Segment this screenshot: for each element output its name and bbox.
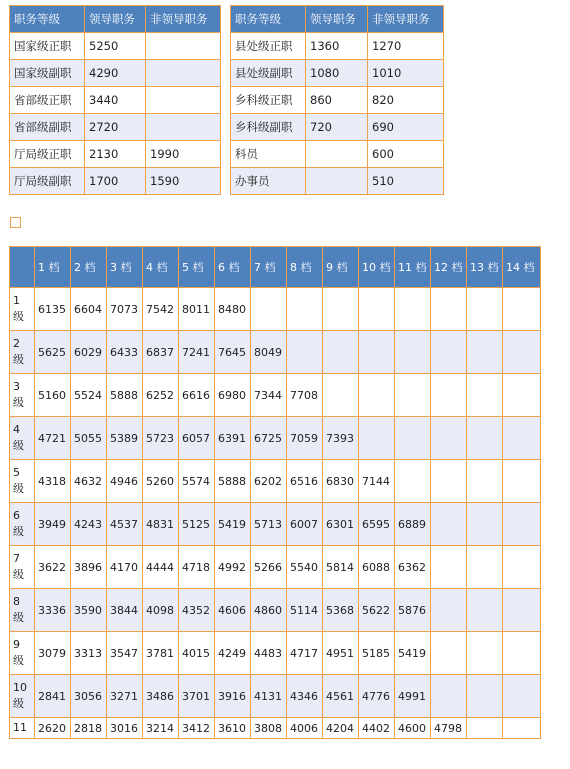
table-cell — [467, 675, 503, 718]
header-label: 2 档 — [74, 260, 96, 274]
table-cell: 4352 — [179, 589, 215, 632]
table-cell: 5622 — [359, 589, 395, 632]
table-cell: 5723 — [143, 417, 179, 460]
table-cell — [395, 288, 431, 331]
header-label: 7 档 — [254, 260, 276, 274]
header-cell — [287, 247, 323, 288]
table-cell: 5250 — [85, 33, 146, 60]
table-cell: 4951 — [323, 632, 359, 675]
table-cell: 6007 — [287, 503, 323, 546]
table-cell: 6391 — [215, 417, 251, 460]
header-cell: 领导职务 — [85, 6, 146, 33]
header-cell — [395, 247, 431, 288]
table-cell: 2818 — [71, 718, 107, 739]
column-gap — [221, 168, 231, 195]
table-cell — [503, 460, 541, 503]
header-cell: 非领导职务 — [146, 6, 221, 33]
table-cell: 6725 — [251, 417, 287, 460]
header-label: 9 档 — [326, 260, 348, 274]
table-cell: 5876 — [395, 589, 431, 632]
table-cell: 3844 — [107, 589, 143, 632]
table-cell: 3916 — [215, 675, 251, 718]
table-cell: 6202 — [251, 460, 287, 503]
table-row — [10, 460, 541, 503]
table-cell: 1080 — [306, 60, 368, 87]
header-cell — [35, 247, 71, 288]
table-cell — [467, 417, 503, 460]
table-cell: 2130 — [85, 141, 146, 168]
table-cell: 厅局级副职 — [10, 168, 85, 195]
table-cell — [467, 503, 503, 546]
table-cell: 厅局级正职 — [10, 141, 85, 168]
table-cell: 6830 — [323, 460, 359, 503]
table-cell: 科员 — [231, 141, 306, 168]
table-cell: 1270 — [368, 33, 444, 60]
header-cell — [179, 247, 215, 288]
table-cell: 4561 — [323, 675, 359, 718]
table-cell: 4170 — [107, 546, 143, 589]
table-cell: 4346 — [287, 675, 323, 718]
table-cell — [431, 589, 467, 632]
header-cell — [503, 247, 541, 288]
header-row — [10, 6, 444, 33]
table-cell: 5055 — [71, 417, 107, 460]
table-cell — [395, 331, 431, 374]
table-cell: 4249 — [215, 632, 251, 675]
table-cell: 4600 — [395, 718, 431, 739]
table-cell — [431, 632, 467, 675]
table-cell: 5419 — [395, 632, 431, 675]
table-cell: 6889 — [395, 503, 431, 546]
table-cell — [359, 374, 395, 417]
table-row — [10, 331, 541, 374]
table-cell: 6837 — [143, 331, 179, 374]
table-cell — [467, 589, 503, 632]
header-cell: 职务等级 — [10, 6, 85, 33]
table-cell: 4131 — [251, 675, 287, 718]
table-cell: 5814 — [323, 546, 359, 589]
table-cell — [359, 417, 395, 460]
level-cell: 3 级 — [10, 374, 35, 417]
table-cell: 省部级正职 — [10, 87, 85, 114]
table-cell — [503, 374, 541, 417]
table-cell: 3622 — [35, 546, 71, 589]
table-row — [10, 33, 444, 60]
header-label: 11 档 — [398, 260, 427, 274]
level-cell: 10 级 — [10, 675, 35, 718]
table-cell: 3056 — [71, 675, 107, 718]
table-cell — [467, 546, 503, 589]
table-cell — [431, 331, 467, 374]
table-cell: 6135 — [35, 288, 71, 331]
table-cell: 6029 — [71, 331, 107, 374]
table-cell: 5266 — [251, 546, 287, 589]
level-cell: 2 级 — [10, 331, 35, 374]
table-cell — [251, 288, 287, 331]
table-cell — [431, 675, 467, 718]
table-cell: 4992 — [215, 546, 251, 589]
header-cell — [215, 247, 251, 288]
table-cell: 3949 — [35, 503, 71, 546]
header-cell — [359, 247, 395, 288]
table-cell: 7073 — [107, 288, 143, 331]
table-cell: 3486 — [143, 675, 179, 718]
table-cell: 6057 — [179, 417, 215, 460]
table-cell: 4483 — [251, 632, 287, 675]
column-gap — [221, 114, 231, 141]
table-cell: 4946 — [107, 460, 143, 503]
table-cell: 690 — [368, 114, 444, 141]
table-cell — [359, 288, 395, 331]
table-cell: 县处级正职 — [231, 33, 306, 60]
header-cell — [71, 247, 107, 288]
table-cell: 国家级正职 — [10, 33, 85, 60]
table-cell — [503, 718, 541, 739]
level-cell: 5 级 — [10, 460, 35, 503]
table-row — [10, 87, 444, 114]
table-row — [10, 718, 541, 739]
table-cell: 5125 — [179, 503, 215, 546]
table-cell: 7144 — [359, 460, 395, 503]
table-cell: 4717 — [287, 632, 323, 675]
table-cell: 5888 — [215, 460, 251, 503]
table-cell: 6362 — [395, 546, 431, 589]
column-gap — [221, 6, 231, 33]
header-cell: 非领导职务 — [368, 6, 444, 33]
table-cell: 6604 — [71, 288, 107, 331]
table-cell: 820 — [368, 87, 444, 114]
position-salary-table — [9, 5, 444, 195]
table-cell: 5368 — [323, 589, 359, 632]
table-cell — [431, 546, 467, 589]
table-cell: 5160 — [35, 374, 71, 417]
header-cell: 领导职务 — [306, 6, 368, 33]
table-cell: 县处级副职 — [231, 60, 306, 87]
table-cell — [395, 374, 431, 417]
table-cell: 4798 — [431, 718, 467, 739]
table-cell: 5713 — [251, 503, 287, 546]
table-cell — [503, 417, 541, 460]
header-cell — [467, 247, 503, 288]
level-cell: 1 级 — [10, 288, 35, 331]
table-cell: 4402 — [359, 718, 395, 739]
table-cell: 4290 — [85, 60, 146, 87]
table-cell: 乡科级正职 — [231, 87, 306, 114]
table-cell — [306, 141, 368, 168]
column-gap — [221, 87, 231, 114]
level-cell: 9 级 — [10, 632, 35, 675]
table-cell: 4444 — [143, 546, 179, 589]
level-cell: 11 — [10, 718, 35, 739]
table-cell: 6433 — [107, 331, 143, 374]
table-cell: 4006 — [287, 718, 323, 739]
table-cell: 8011 — [179, 288, 215, 331]
table-row — [10, 589, 541, 632]
table-cell: 720 — [306, 114, 368, 141]
table-cell: 2620 — [35, 718, 71, 739]
table-cell: 7645 — [215, 331, 251, 374]
table-row — [10, 632, 541, 675]
table-cell — [467, 374, 503, 417]
table-cell: 4718 — [179, 546, 215, 589]
table-cell: 乡科级副职 — [231, 114, 306, 141]
grade-salary-table — [9, 246, 541, 739]
table-cell — [431, 417, 467, 460]
table-cell: 4537 — [107, 503, 143, 546]
table-cell — [306, 168, 368, 195]
table-cell: 7542 — [143, 288, 179, 331]
table-cell — [503, 288, 541, 331]
table-cell — [467, 460, 503, 503]
table-cell: 4243 — [71, 503, 107, 546]
table-cell: 3896 — [71, 546, 107, 589]
header-cell — [323, 247, 359, 288]
table-cell — [503, 675, 541, 718]
table-cell: 510 — [368, 168, 444, 195]
table-cell — [503, 331, 541, 374]
table-cell — [323, 288, 359, 331]
table-cell: 7708 — [287, 374, 323, 417]
table-cell: 5540 — [287, 546, 323, 589]
table-cell — [287, 331, 323, 374]
table-cell: 省部级副职 — [10, 114, 85, 141]
table-cell — [467, 331, 503, 374]
table-cell: 3313 — [71, 632, 107, 675]
table-cell: 6595 — [359, 503, 395, 546]
header-cell — [143, 247, 179, 288]
table-cell: 4721 — [35, 417, 71, 460]
table-cell: 3079 — [35, 632, 71, 675]
table-row — [10, 675, 541, 718]
table-cell: 6616 — [179, 374, 215, 417]
header-cell: 职务等级 — [231, 6, 306, 33]
table-cell — [146, 33, 221, 60]
table-cell: 3271 — [107, 675, 143, 718]
table-cell: 5524 — [71, 374, 107, 417]
table-cell: 5260 — [143, 460, 179, 503]
table-cell: 5625 — [35, 331, 71, 374]
table-cell: 7344 — [251, 374, 287, 417]
table-cell: 1700 — [85, 168, 146, 195]
table-cell — [323, 374, 359, 417]
table-cell: 3808 — [251, 718, 287, 739]
table-row — [10, 168, 444, 195]
table-cell: 4318 — [35, 460, 71, 503]
table-cell — [395, 460, 431, 503]
table-cell — [503, 632, 541, 675]
table-cell: 办事员 — [231, 168, 306, 195]
table-cell: 4991 — [395, 675, 431, 718]
table-cell: 3016 — [107, 718, 143, 739]
table-cell — [431, 374, 467, 417]
header-label: 8 档 — [290, 260, 312, 274]
header-label: 3 档 — [110, 260, 132, 274]
table-cell — [323, 331, 359, 374]
column-gap — [221, 60, 231, 87]
header-label: 5 档 — [182, 260, 204, 274]
table-cell: 2720 — [85, 114, 146, 141]
table-cell: 5419 — [215, 503, 251, 546]
table-cell: 国家级副职 — [10, 60, 85, 87]
table-cell — [503, 503, 541, 546]
table-row — [10, 60, 444, 87]
header-cell — [107, 247, 143, 288]
level-cell: 7 级 — [10, 546, 35, 589]
table-cell — [503, 589, 541, 632]
table-cell: 6088 — [359, 546, 395, 589]
table-cell: 4606 — [215, 589, 251, 632]
table-cell: 6516 — [287, 460, 323, 503]
table-cell — [431, 460, 467, 503]
table-cell: 4776 — [359, 675, 395, 718]
header-label: 13 档 — [470, 260, 499, 274]
table-cell — [431, 503, 467, 546]
header-row — [10, 247, 541, 288]
column-gap — [221, 33, 231, 60]
table-cell: 8049 — [251, 331, 287, 374]
table-cell: 1360 — [306, 33, 368, 60]
table-cell: 3412 — [179, 718, 215, 739]
table-cell: 6980 — [215, 374, 251, 417]
table-cell — [467, 718, 503, 739]
table-cell: 6252 — [143, 374, 179, 417]
table-cell — [503, 546, 541, 589]
table-cell: 3590 — [71, 589, 107, 632]
table-cell: 4015 — [179, 632, 215, 675]
level-cell: 6 级 — [10, 503, 35, 546]
table-cell — [467, 632, 503, 675]
table-cell: 5114 — [287, 589, 323, 632]
table-cell: 3336 — [35, 589, 71, 632]
table-row — [10, 141, 444, 168]
table-cell: 1010 — [368, 60, 444, 87]
table-cell: 5574 — [179, 460, 215, 503]
table-cell: 7241 — [179, 331, 215, 374]
header-cell — [431, 247, 467, 288]
table-cell: 5185 — [359, 632, 395, 675]
table-cell: 6301 — [323, 503, 359, 546]
table-cell — [395, 417, 431, 460]
table-row — [10, 374, 541, 417]
table-cell: 3547 — [107, 632, 143, 675]
table-row — [10, 288, 541, 331]
table-cell — [146, 114, 221, 141]
table-cell: 2841 — [35, 675, 71, 718]
table-row — [10, 546, 541, 589]
header-label: 4 档 — [146, 260, 168, 274]
table-cell: 1590 — [146, 168, 221, 195]
table-cell: 4632 — [71, 460, 107, 503]
table-cell: 3701 — [179, 675, 215, 718]
header-label: 10 档 — [362, 260, 391, 274]
table-cell: 8480 — [215, 288, 251, 331]
table-row — [10, 114, 444, 141]
table-cell — [287, 288, 323, 331]
table-row — [10, 503, 541, 546]
table-cell — [431, 288, 467, 331]
table-cell: 1990 — [146, 141, 221, 168]
level-cell: 4 级 — [10, 417, 35, 460]
level-cell: 8 级 — [10, 589, 35, 632]
header-label: 14 档 — [506, 260, 535, 274]
table-cell: 3214 — [143, 718, 179, 739]
table-cell: 5888 — [107, 374, 143, 417]
table-cell: 4098 — [143, 589, 179, 632]
table-cell — [146, 87, 221, 114]
header-label: 6 档 — [218, 260, 240, 274]
table-cell: 3781 — [143, 632, 179, 675]
table-cell — [359, 331, 395, 374]
table-cell — [146, 60, 221, 87]
table-cell: 600 — [368, 141, 444, 168]
header-label: 12 档 — [434, 260, 463, 274]
table-cell: 4831 — [143, 503, 179, 546]
table-cell — [467, 288, 503, 331]
table-cell: 7393 — [323, 417, 359, 460]
table-cell: 860 — [306, 87, 368, 114]
table-cell: 3610 — [215, 718, 251, 739]
table-cell: 3440 — [85, 87, 146, 114]
column-gap — [221, 141, 231, 168]
header-cell — [10, 247, 35, 288]
table-row — [10, 417, 541, 460]
table-cell: 5389 — [107, 417, 143, 460]
header-label: 1 档 — [38, 260, 60, 274]
table-cell: 7059 — [287, 417, 323, 460]
header-cell — [251, 247, 287, 288]
table-cell: 4204 — [323, 718, 359, 739]
paragraph-marker — [10, 217, 21, 228]
table-cell: 4860 — [251, 589, 287, 632]
